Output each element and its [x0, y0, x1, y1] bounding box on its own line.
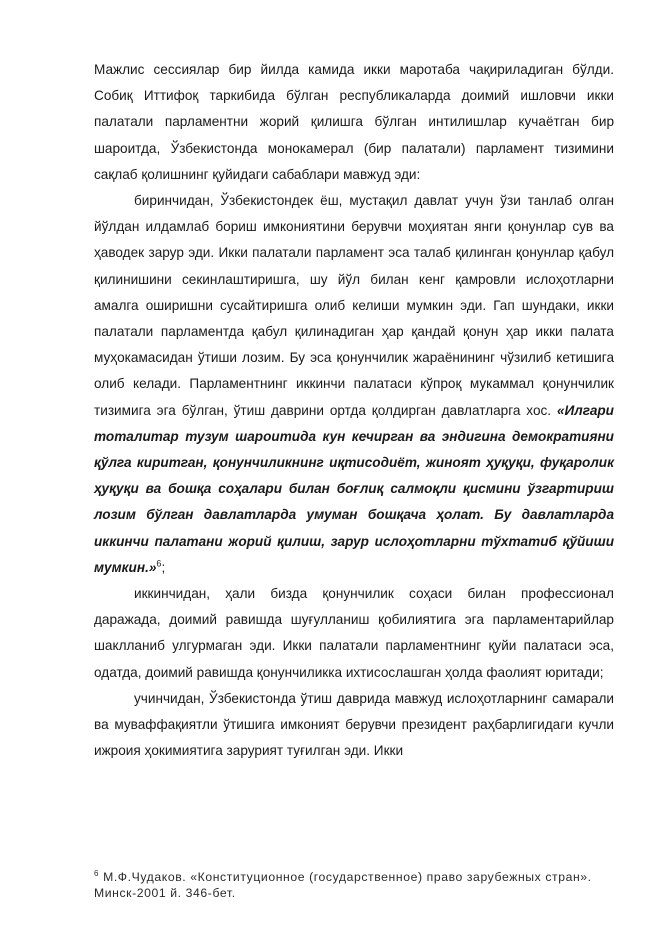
footnote-number: 6 — [94, 868, 100, 878]
paragraph-text: биринчидан, Ўзбекистондек ёш, мустақил давлат учун ўзи танлаб олган йўлдан илдамлаб бориш имкониятини берувчи моҳиятан янги қонунлар сув ва ҳаводек зарур эди. Икки палатали парламент эса талаб қилинган қонунлар қабул қилинишини секинлаштиришга, шу йўл билан кенг қамровли ислоҳотларни амалга оширишни сусайтиришга олиб келиши мумкин эди. Гап шундаки, икки палатали парламентда қабул қилинадиган ҳар қандай қонун ҳар икки палата муҳокамасидан ўтиши лозим. Бу эса қонунчилик жараёнининг чўзилиб кетишига олиб келади. Парламентнинг иккинчи палатаси кўпроқ мукаммал қонунчилик тизимига эга бўлган, ўтиш даврини ортда қолдирган давлатларга хос. — [94, 193, 614, 418]
paragraph-text: иккинчидан, ҳали бизда қонунчилик соҳаси билан профессионал даражада, доимий равишда шуғулланиш қобилиятига эга парламентарийлар шаклланиб улгурмаган эди. Икки палатали парламентнинг қуйи палатаси эса, одатда, доимий равишда қонунчиликка ихтисослашган ҳолда фаолият юритади; — [94, 586, 614, 680]
paragraph-punctuation: ; — [161, 559, 166, 575]
paragraph-text: учинчидан, Ўзбекистонда ўтиш даврида мавжуд ислоҳотларнинг самарали ва муваффақиятли ўтишига имконият берувчи президент раҳбарлигидаги кучли ижроия ҳокимиятига зарурият туғилган эди. Икки — [94, 690, 614, 759]
paragraph-third-reason — [94, 686, 614, 765]
footnote-reference[interactable]: 6 — [156, 558, 162, 569]
quotation: «Илгари тоталитар тузум шароитида кун кечирган ва эндигина демократияни қўлга киритган, қонунчиликнинг иқтисодиёт, жиноят ҳуқуқи, фуқаролик ҳуқуқи ва бошқа соҳалари билан боғлиқ салмоқли қисмини ўзгартириш лозим бўлган давлатларда умуман бошқача ҳолат. Бу давлатларда иккинчи палатани жорий қилиш, зарур ислоҳотларни тўхтатиб қўйиши мумкин.» — [94, 402, 614, 575]
footnote — [94, 869, 614, 901]
footnote-text: М.Ф.Чудаков. «Конституционное (государственное) право зарубежных стран». Минск-2001 й. 346-бет. — [94, 870, 592, 900]
paragraph-intro — [94, 57, 614, 188]
paragraph-text: Мажлис сессиялар бир йилда камида икки маротаба чақириладиган бўлди. Собиқ Иттифоқ таркибида бўлган республикаларда доимий ишловчи икки палатали парламентни жорий қилишга бўлган интилишлар кучаётган бир шароитда, Ўзбекистонда монокамерал (бир палатали) парламент тизимини сақлаб қолишнинг қуйидаги сабаблари мавжуд эди: — [94, 62, 614, 182]
paragraph-second-reason — [94, 581, 614, 686]
paragraph-first-reason — [94, 188, 614, 581]
document-body — [94, 57, 614, 764]
